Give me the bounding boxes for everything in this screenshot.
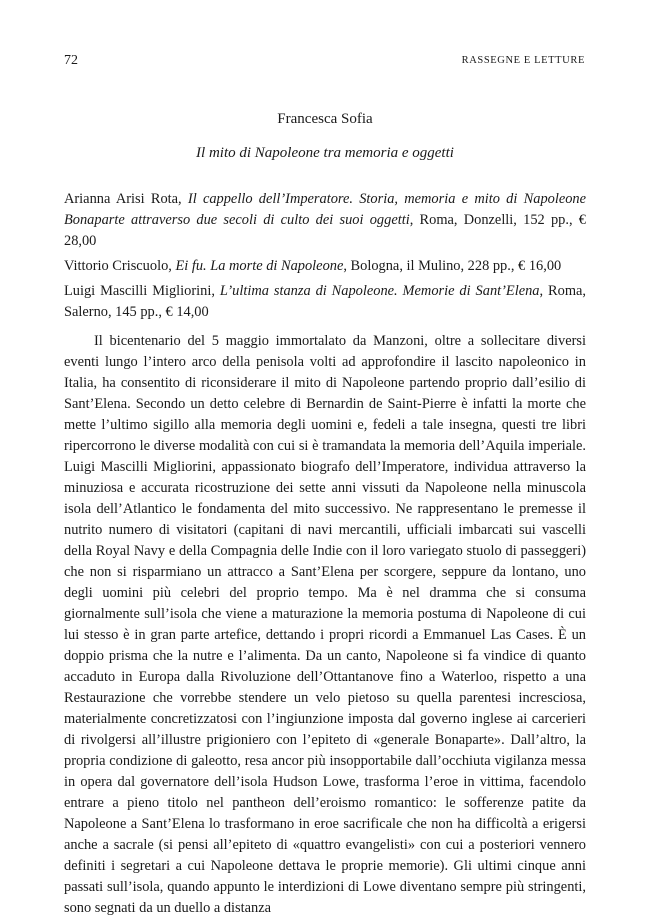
book-author: Arianna Arisi Rota, — [64, 191, 188, 207]
article-author: Francesca Sofia — [277, 111, 373, 127]
book-title: Il cappello dell’Imperatore. Storia, memoria e mito di Napoleone Bonaparte attraverso due secoli di culto dei suoi oggetti — [64, 191, 586, 228]
book-author: Luigi Mascilli Migliorini, — [64, 283, 220, 299]
running-head: RASSEGNE E LETTURE — [461, 55, 585, 66]
book-publication: , Roma, Salerno, 145 pp., € 14,00 — [64, 283, 586, 320]
page-header — [64, 53, 585, 73]
book-title: L’ultima stanza di Napoleone. Memorie di Sant’Elena — [219, 283, 540, 299]
book-entry — [64, 189, 586, 252]
article-title: Il mito di Napoleone tra memoria e oggetti — [196, 145, 454, 161]
book-publication: , Bologna, il Mulino, 228 pp., € 16,00 — [343, 258, 562, 274]
body-paragraph: Il bicentenario del 5 maggio immortalato da Manzoni, oltre a sollecitare diversi eventi lungo l’intero arco della penisola volti ad approfondire il lascito napoleonico in Italia, ha consentito di riconsiderare il mito di Napoleone partendo proprio dall’esilio di Sant’Elena. Secondo un detto celebre di Bernardin de Saint-Pierre è infatti la morte che mette l’ultimo sigillo alla memoria degli uomini e, fedeli a tale insegna, questi tre libri ripercorrono le diverse modalità con cui si è tramandata la memoria dell’Aquila imperiale. Luigi Mascilli Migliorini, appassionato biografo dell’Imperatore, individua attraverso la minuziosa e accurata ricostruzione dei sette anni vissuti da Napoleone nella minuscola isola dell’Atlantico le fondamenta del mito successivo. Ne rappresentano le premesse il nutrito numero di visitatori (capitani di navi mercantili, ufficiali imbarcati sui vascelli della Royal Navy e della Compagnia delle Indie con il loro variegato stuolo di passeggeri) che non si risparmiano un attracco a Sant’Elena per scorgere, seppure da lontano, uno degli uomini più celebri del proprio tempo. Ma è nel dramma che si consuma giornalmente sull’isola che viene a maturazione la memoria postuma di Napoleone di cui lui stesso è in gran parte artefice, dettando i propri ricordi a Emmanuel Las Cases. È un doppio prisma che la nutre e l’alimenta. Da un canto, Napoleone si fa vindice di quanto accaduto in Europa dalla Rivoluzione dell’Ottantanove fino a Waterloo, rispetto a una Restaurazione che vorrebbe stendere un velo pietoso su quella parentesi incresciosa, materialmente concretizzatosi con l’ingiunzione imposta dal governo inglese ai carcerieri di rivolgersi all’illustre prigioniero con l’epiteto di «generale Bonaparte». Dall’altro, la propria condizione di galeotto, resa ancor più insopportabile dall’occhiuta vigilanza messa in opera dal governatore dell’isola Hudson Lowe, trasforma l’eroe in vittima, facendolo entrare a pieno titolo nel pantheon dell’eroismo romantico: le sofferenze patite da Napoleone a Sant’Elena lo trasformano in eroe sacrificale che non ha difficoltà a erigersi anche a sacrale (si pensi all’epiteto di «quattro evangelisti» con cui a posteriori vennero definiti i segretari a cui Napoleone dettava le proprie memorie). Gli ultimi cinque anni passati sull’isola, quando appunto le interdizioni di Lowe diventano sempre più stringenti, sono segnati da un duello a distanza — [64, 333, 586, 916]
book-title: Ei fu. La morte di Napoleone — [175, 258, 344, 274]
page-number: 72 — [64, 53, 78, 68]
book-entry — [64, 256, 586, 277]
book-publication: , Roma, Donzelli, 152 pp., € 28,00 — [64, 212, 586, 249]
book-author: Vittorio Criscuolo, — [64, 258, 176, 274]
book-entry — [64, 281, 586, 323]
reviewed-books-list — [64, 189, 586, 327]
